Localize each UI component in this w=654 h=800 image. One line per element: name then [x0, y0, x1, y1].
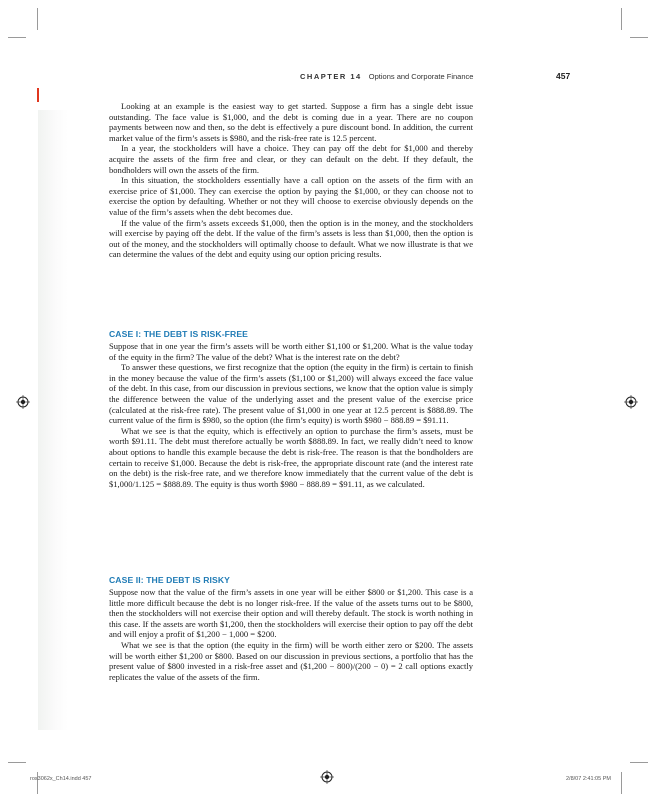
body-paragraph: What we see is that the option (the equity in the firm) will be worth either zero or $200. The assets will be worth either $1,200 or $800. Based on our discussion in previous sections, a portfolio that has the present value of $800 invested in a risk-free asset and ($1,200 − 800)/(200 − 0) = 2 call options exactly replicates the value of the assets of the firm. [109, 639, 473, 682]
body-paragraph: What we see is that the equity, which is effectively an option to purchase the firm’s assets, must be worth $91.11. The debt must therefore actually be worth $888.89. In fact, we really didn’t need to know about options to handle this example because the debt is risk-free. The reason is that the bondholders are certain to receive $1,000. Because the debt is risk-free, the appropriate discount rate (and the interest rate on the debt) is the risk-free rate, and we therefore know immediately that the current value of the debt is $1,000/1.125 = $888.89. The equity is thus worth $980 − 888.89 = $91.11, as we calculated. [109, 425, 473, 489]
crop-mark [630, 37, 648, 38]
running-head [300, 72, 478, 81]
intro-section [109, 101, 473, 260]
slug-timestamp: 2/8/07 2:41:05 PM [566, 776, 611, 782]
crop-mark [630, 762, 648, 763]
section-heading: CASE II: THE DEBT IS RISKY [109, 575, 231, 585]
case-two-section [109, 575, 473, 682]
margin-shade [38, 110, 68, 730]
body-paragraph: Suppose now that the value of the firm’s assets in one year will be either $800 or $1,200. This case is a little more difficult because the debt is no longer risk-free. If the value of the assets turns out to be $800, then the stockholders will not exercise their option and will thereby default. The stock is worth nothing in this case. If the assets are worth $1,200, then the stockholders will exercise their option to pay off the debt and will enjoy a profit of $1,200 − 1,000 = $200. [109, 587, 473, 640]
registration-mark-icon [624, 395, 638, 409]
body-paragraph: To answer these questions, we first recognize that the option (the equity in the firm) is certain to finish in the money because the value of the firm’s assets ($1,100 or $1,200) will always exceed the face value of the debt. In this case, from our discussion in previous sections, we know that the option value is simply the difference between the value of the underlying asset and the present value of the exercise price (calculated at the risk-free rate). The present value of $1,000 in one year at 12.5 percent is $888.89. The current value of the firm is $980, so the option (the firm’s equity) is worth $980 − 888.89 = $91.11. [109, 362, 473, 426]
body-paragraph: If the value of the firm’s assets exceeds $1,000, then the option is in the money, and the stockholders will exercise by paying off the debt. If the value of the firm’s assets is less than $1,000, then the option is out of the money, and the stockholders will optimally choose to default. What we now illustrate is that we can determine the values of the debt and equity using our option pricing results. [109, 217, 473, 260]
chapter-title: Options and Corporate Finance [368, 72, 474, 81]
body-paragraph: Looking at an example is the easiest way to get started. Suppose a firm has a single debt issue outstanding. The face value is $1,000, and the debt is coming due in a year. There are no coupon payments between now and then, so the debt is effectively a pure discount bond. In addition, the current market value of the firm’s assets is $980, and the risk-free rate is 12.5 percent. [109, 101, 473, 143]
body-paragraph: Suppose that in one year the firm’s assets will be worth either $1,100 or $1,200. What is the value today of the equity in the firm? The value of the debt? What is the interest rate on the debt? [109, 341, 473, 362]
chapter-label: CHAPTER 14 [300, 72, 362, 81]
crop-mark [37, 8, 38, 30]
section-heading: CASE I: THE DEBT IS RISK-FREE [109, 329, 248, 339]
registration-mark-icon [16, 395, 30, 409]
margin-accent-bar [37, 88, 39, 102]
crop-mark [8, 762, 26, 763]
body-paragraph: In a year, the stockholders will have a choice. They can pay off the debt for $1,000 and thereby acquire the assets of the firm free and clear, or they can default on the debt. If they default, the bondholders will own the assets of the firm. [109, 143, 473, 175]
crop-mark [8, 37, 26, 38]
crop-mark [621, 8, 622, 30]
case-one-section [109, 329, 473, 489]
body-paragraph: In this situation, the stockholders essentially have a call option on the assets of the firm with an exercise price of $1,000. They can exercise the option by paying the $1,000, or they can choose not to exercise the option by defaulting. Whether or not they will choose to exercise obviously depends on the value of the firm’s assets when the debt becomes due. [109, 175, 473, 217]
registration-mark-icon [320, 770, 334, 784]
slug-file-name: ros3062x_Ch14.indd 457 [30, 776, 92, 782]
crop-mark [621, 772, 622, 794]
page-number: 457 [556, 71, 571, 81]
